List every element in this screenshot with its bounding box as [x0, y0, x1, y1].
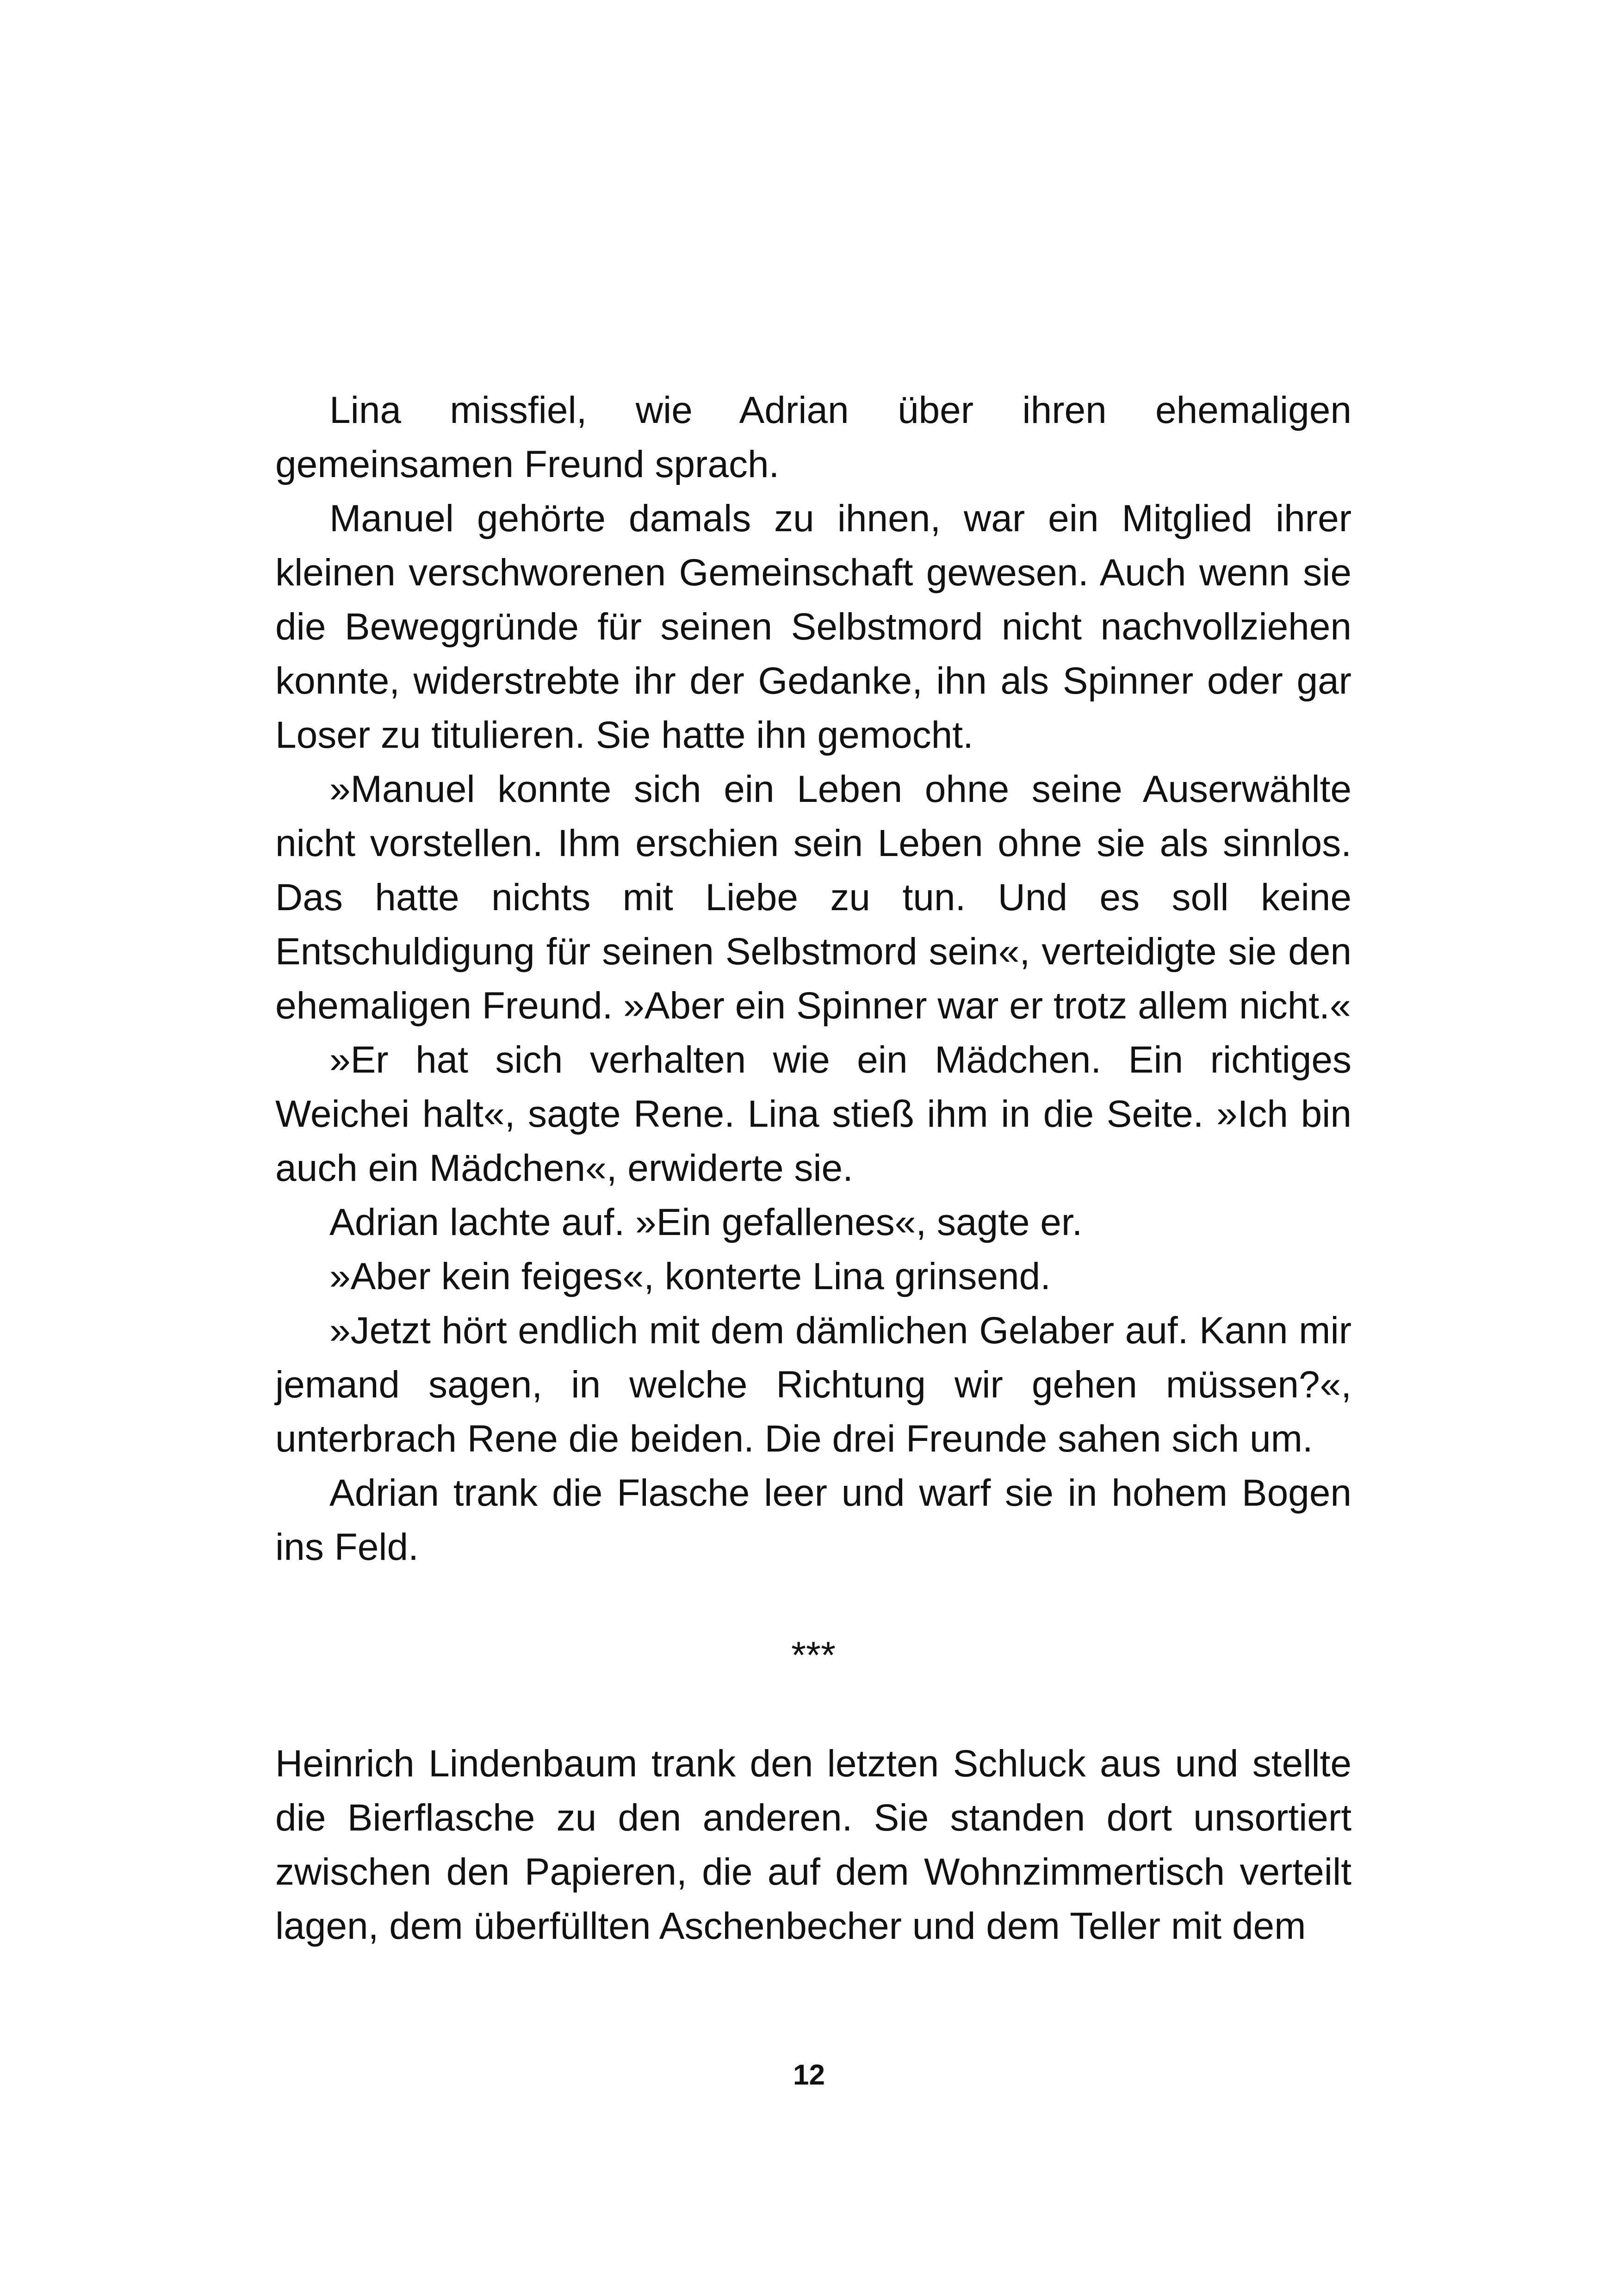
paragraph: Heinrich Lindenbaum trank den letzten Schluck aus und stellte die Bierflasche zu den anderen. Sie standen dort unsortiert zwischen den Papieren, die auf dem Wohnzimmertisch verteilt lagen, dem überfüllten Aschenbecher und dem Teller mit dem — [275, 1743, 1351, 1947]
paragraph: »Aber kein feiges«, konterte Lina grinsend. — [329, 1255, 1051, 1297]
scene-break: *** — [791, 1634, 836, 1676]
paragraph: Adrian trank die Flasche leer und warf sie in hohem Bogen ins Feld. — [275, 1472, 1351, 1568]
paragraph: Manuel gehörte damals zu ihnen, war ein Mitglied ihrer kleinen verschworenen Gemeinschaft gewesen. Auch wenn sie die Beweggründe für seinen Selbstmord nicht nachvollziehen konnte, widerstrebte ihr der Gedanke, ihn als Spinner oder gar Loser zu titulieren. Sie hatte ihn gemocht. — [275, 497, 1351, 756]
body-text — [275, 383, 1351, 1953]
paragraph: Lina missfiel, wie Adrian über ihren ehemaligen gemeinsamen Freund sprach. — [275, 389, 1351, 485]
page-number: 12 — [793, 2059, 825, 2091]
paragraph: »Jetzt hört endlich mit dem dämlichen Gelaber auf. Kann mir jemand sagen, in welche Richtung wir gehen müssen?«, unterbrach Rene die beiden. Die drei Freunde sahen sich um. — [275, 1309, 1351, 1460]
paragraph: »Manuel konnte sich ein Leben ohne seine Auserwählte nicht vorstellen. Ihm erschien sein Leben ohne sie als sinnlos. Das hatte nichts mit Liebe zu tun. Und es soll keine Entschuldigung für seinen Selbstmord sein«, verteidigte sie den ehemaligen Freund. »Aber ein Spinner war er trotz allem nicht.« — [275, 768, 1351, 1027]
paragraph: Adrian lachte auf. »Ein gefallenes«, sagte er. — [329, 1201, 1083, 1243]
paragraph: »Er hat sich verhalten wie ein Mädchen. Ein richtiges Weichei halt«, sagte Rene. Lina stieß ihm in die Seite. »Ich bin auch ein Mädchen«, erwiderte sie. — [275, 1039, 1351, 1189]
